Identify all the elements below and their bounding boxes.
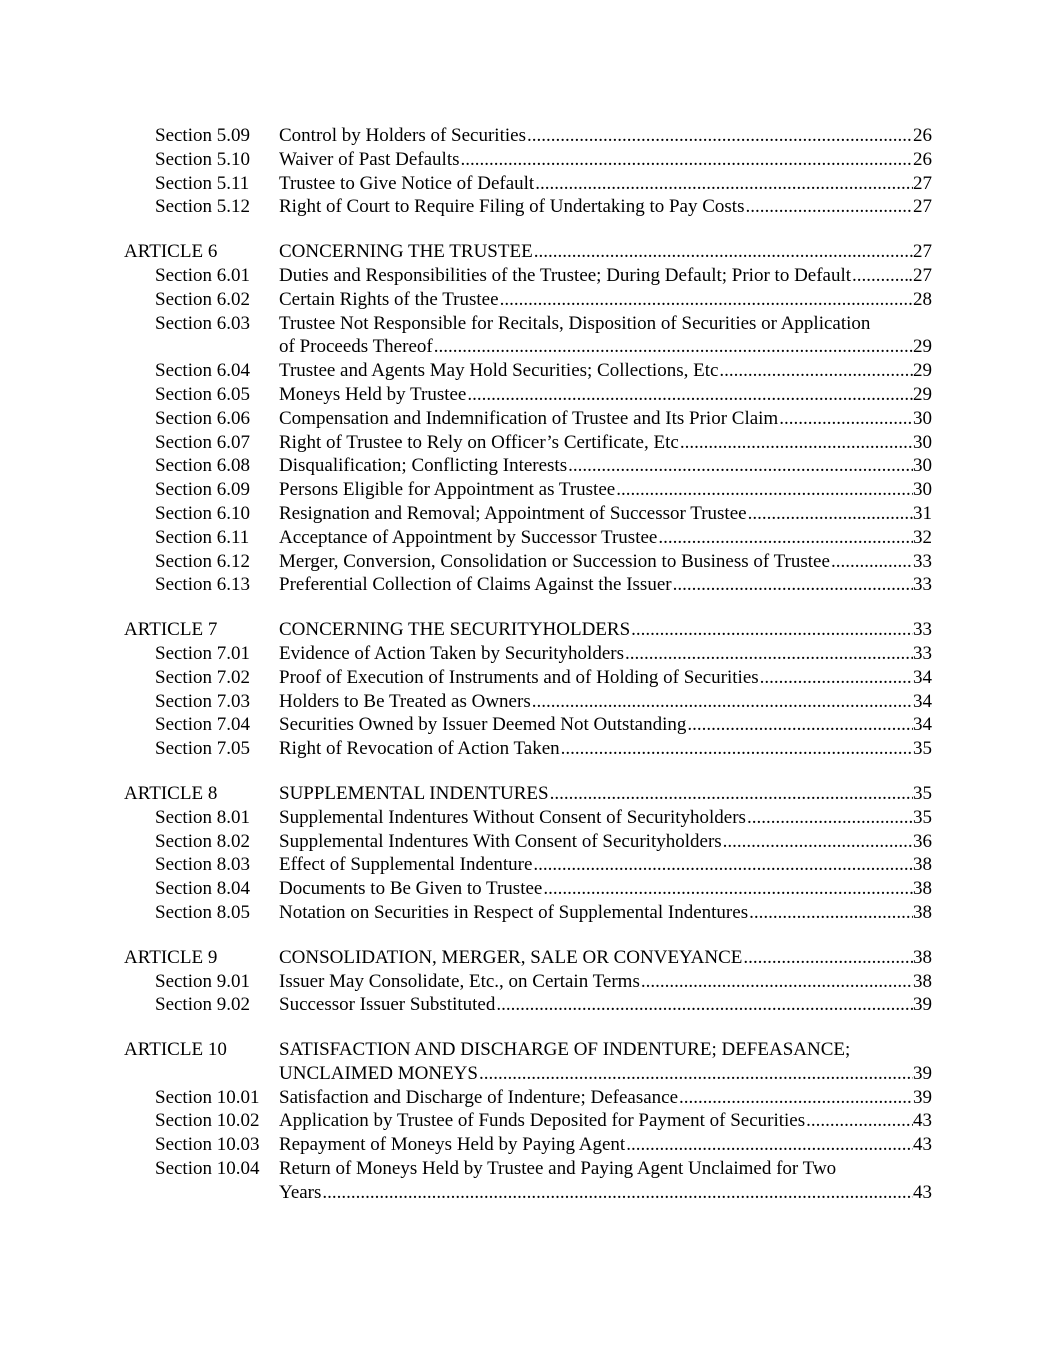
toc-page-number: 29 (913, 360, 932, 382)
toc-page-number: 39 (913, 994, 932, 1016)
toc-entry-label: Section 6.06 (155, 407, 250, 429)
dot-leader (744, 195, 913, 219)
toc-entry-title: CONCERNING THE TRUSTEE (279, 241, 533, 263)
dot-leader (830, 550, 913, 574)
toc-entry-label: Section 6.04 (155, 360, 250, 382)
toc-entry-title: Moneys Held by Trustee (279, 383, 467, 405)
toc-page-number: 30 (913, 455, 932, 477)
toc-page-number: 28 (913, 288, 932, 310)
toc-page-number: 38 (913, 878, 932, 900)
toc-section-entry[interactable] (124, 478, 932, 502)
toc-entry-title: Years (279, 1181, 322, 1203)
toc-section-entry[interactable] (124, 407, 932, 431)
dot-leader (630, 618, 913, 642)
toc-section-entry[interactable] (124, 970, 932, 994)
dot-leader (460, 148, 914, 172)
toc-entry-label: Section 7.02 (155, 666, 250, 688)
toc-entry-title: Successor Issuer Substituted (279, 994, 496, 1016)
toc-entry-label: Section 6.02 (155, 288, 250, 310)
toc-page-number: 39 (913, 1062, 932, 1084)
toc-page-number: 35 (913, 806, 932, 828)
toc-section-entry[interactable] (124, 806, 932, 830)
dot-leader (679, 431, 913, 455)
toc-entry-label: Section 6.07 (155, 431, 250, 453)
toc-entry-title: Notation on Securities in Respect of Supplemental Indentures (279, 901, 749, 923)
toc-entry-title: Securities Owned by Issuer Deemed Not Outstanding (279, 714, 687, 736)
dot-leader (625, 1133, 913, 1157)
toc-entry-title: Proof of Execution of Instruments and of Holding of Securities (279, 666, 759, 688)
toc-page-number: 43 (913, 1110, 932, 1132)
toc-section-entry[interactable] (124, 737, 932, 761)
toc-entry-label: ARTICLE 9 (124, 946, 218, 968)
dot-leader (531, 690, 913, 714)
toc-section-entry[interactable] (124, 1086, 932, 1110)
dot-leader (549, 782, 913, 806)
toc-section-entry[interactable] (124, 383, 932, 407)
toc-page-number: 38 (913, 946, 932, 968)
dot-leader (495, 993, 913, 1017)
dot-leader (478, 1062, 913, 1086)
toc-section-entry[interactable] (124, 1157, 932, 1181)
toc-entry-title: Waiver of Past Defaults (279, 148, 460, 170)
toc-section-entry[interactable] (124, 526, 932, 550)
toc-section-entry[interactable] (124, 454, 932, 478)
toc-entry-continuation[interactable] (124, 335, 932, 359)
dot-leader (542, 877, 913, 901)
toc-page-number: 35 (913, 738, 932, 760)
toc-section-entry[interactable] (124, 550, 932, 574)
toc-section-entry[interactable] (124, 901, 932, 925)
toc-entry-title: Right of Court to Require Filing of Undertaking to Pay Costs (279, 196, 745, 218)
toc-page-number: 43 (913, 1134, 932, 1156)
dot-leader (686, 713, 913, 737)
dot-leader (321, 1181, 913, 1205)
toc-page-number: 34 (913, 666, 932, 688)
dot-leader (805, 1109, 913, 1133)
toc-entry-label: Section 7.01 (155, 642, 250, 664)
toc-entry-label: Section 7.05 (155, 738, 250, 760)
toc-section-entry[interactable] (124, 690, 932, 714)
toc-page-number: 27 (913, 196, 932, 218)
toc-page-number: 27 (913, 172, 932, 194)
toc-page-number: 34 (913, 690, 932, 712)
dot-leader (499, 288, 913, 312)
toc-page-number: 38 (913, 901, 932, 923)
dot-leader (567, 454, 913, 478)
toc-section-entry[interactable] (124, 573, 932, 597)
toc-entry-label: Section 6.12 (155, 550, 250, 572)
toc-entry-title: CONCERNING THE SECURITYHOLDERS (279, 619, 631, 641)
toc-entry-label: Section 6.11 (155, 526, 250, 548)
toc-entry-title: Right of Trustee to Rely on Officer’s Certificate, Etc (279, 431, 679, 453)
toc-entry-label: ARTICLE 6 (124, 241, 218, 263)
toc-page-number: 38 (913, 970, 932, 992)
toc-section-entry[interactable] (124, 666, 932, 690)
toc-entry-label: Section 10.04 (155, 1158, 260, 1180)
toc-entry-title: Trustee and Agents May Hold Securities; Collections, Etc (279, 360, 719, 382)
toc-entry-label: Section 8.05 (155, 901, 250, 923)
dot-leader (534, 172, 913, 196)
toc-entry-title: Right of Revocation of Action Taken (279, 738, 560, 760)
toc-entry-title: of Proceeds Thereof (279, 336, 433, 358)
toc-entry-label: Section 7.04 (155, 714, 250, 736)
toc-entry-label: Section 8.03 (155, 854, 250, 876)
toc-entry-label: Section 10.03 (155, 1134, 260, 1156)
toc-entry-title: Control by Holders of Securities (279, 125, 526, 146)
dot-leader (718, 359, 913, 383)
toc-page-number: 33 (913, 642, 932, 664)
toc-entry-title: SATISFACTION AND DISCHARGE OF INDENTURE; DEFEASANCE; (279, 1039, 851, 1061)
dot-leader (615, 478, 913, 502)
toc-entry-title: Disqualification; Conflicting Interests (279, 455, 568, 477)
toc-section-entry[interactable] (124, 195, 932, 219)
toc-entry-title: Preferential Collection of Claims Against the Issuer (279, 574, 672, 596)
toc-section-entry[interactable] (124, 359, 932, 383)
toc-entry-label: ARTICLE 8 (124, 782, 218, 804)
toc-page-number: 33 (913, 550, 932, 572)
toc-entry-label: ARTICLE 7 (124, 619, 218, 641)
toc-entry-title: Repayment of Moneys Held by Paying Agent (279, 1134, 626, 1156)
toc-page-number: .27 (908, 264, 932, 286)
toc-page-number: 38 (913, 854, 932, 876)
toc-entry-label: ARTICLE 10 (124, 1039, 227, 1061)
dot-leader (560, 737, 913, 761)
toc-article-entry[interactable] (124, 782, 932, 806)
dot-leader (640, 970, 913, 994)
toc-entry-label: Section 5.09 (155, 125, 250, 146)
toc-article-entry[interactable] (124, 1038, 932, 1062)
toc-page-number: 26 (913, 148, 932, 170)
toc-page-number: 34 (913, 714, 932, 736)
toc-page-number: 36 (913, 830, 932, 852)
toc-entry-title: Trustee Not Responsible for Recitals, Disposition of Securities or Application (279, 312, 871, 334)
toc-spacer (124, 219, 932, 240)
toc-spacer (124, 761, 932, 782)
toc-section-entry[interactable] (124, 288, 932, 312)
dot-leader (742, 946, 913, 970)
toc-page-number: 29 (913, 383, 932, 405)
dot-leader (526, 124, 913, 148)
dot-leader (748, 901, 913, 925)
toc-section-entry[interactable] (124, 264, 932, 288)
toc-page-number: 35 (913, 782, 932, 804)
dot-leader (532, 853, 913, 877)
toc-entry-title: Duties and Responsibilities of the Trustee; During Default; Prior to Default (279, 264, 852, 286)
toc-section-entry[interactable] (124, 877, 932, 901)
toc-page-number: 43 (913, 1181, 932, 1203)
toc-page-number: 30 (913, 431, 932, 453)
toc-entry-label: Section 6.03 (155, 312, 250, 334)
toc-entry-label: Section 6.10 (155, 502, 250, 524)
toc-entry-title: Application by Trustee of Funds Deposited for Payment of Securities (279, 1110, 806, 1132)
toc-entry-label: Section 6.05 (155, 383, 250, 405)
toc-entry-title: CONSOLIDATION, MERGER, SALE OR CONVEYANCE (279, 946, 743, 968)
toc-entry-title: Documents to Be Given to Trustee (279, 878, 543, 900)
toc-entry-title: Supplemental Indentures Without Consent of Securityholders (279, 806, 746, 828)
dot-leader (624, 642, 913, 666)
toc-entry-title: Evidence of Action Taken by Securityholders (279, 642, 624, 664)
toc-section-entry[interactable] (124, 1109, 932, 1133)
toc-entry-title: Compensation and Indemnification of Trustee and Its Prior Claim (279, 407, 779, 429)
toc-entry-title: Resignation and Removal; Appointment of Successor Trustee (279, 502, 747, 524)
toc-entry-title: Return of Moneys Held by Trustee and Paying Agent Unclaimed for Two (279, 1158, 837, 1180)
toc-section-entry[interactable] (124, 993, 932, 1017)
toc-section-entry[interactable] (124, 713, 932, 737)
toc-entry-title: SUPPLEMENTAL INDENTURES (279, 782, 549, 804)
toc-entry-title: Trustee to Give Notice of Default (279, 172, 535, 194)
dot-leader (672, 573, 913, 597)
toc-section-entry[interactable] (124, 502, 932, 526)
toc-entry-continuation[interactable] (124, 1181, 932, 1205)
toc-entry-label: Section 6.09 (155, 479, 250, 501)
dot-leader (778, 407, 913, 431)
toc-entry-title: Persons Eligible for Appointment as Trustee (279, 479, 616, 501)
dot-leader (433, 335, 913, 359)
toc-entry-title: Merger, Conversion, Consolidation or Succession to Business of Trustee (279, 550, 830, 572)
toc-section-entry[interactable] (124, 312, 932, 336)
toc-page-number: 33 (913, 619, 932, 641)
toc-entry-title: Acceptance of Appointment by Successor Trustee (279, 526, 658, 548)
toc-entry-title: Holders to Be Treated as Owners (279, 690, 531, 712)
toc-spacer (124, 1017, 932, 1038)
toc-entry-label: Section 8.04 (155, 878, 250, 900)
toc-page-number: 30 (913, 407, 932, 429)
toc-page-number: 33 (913, 574, 932, 596)
dot-leader (678, 1086, 913, 1110)
toc-page-number: 29 (913, 336, 932, 358)
toc-section-entry[interactable] (124, 172, 932, 196)
toc-spacer (124, 925, 932, 946)
dot-leader (851, 264, 908, 288)
toc-entry-continuation[interactable] (124, 1062, 932, 1086)
toc-entry-label: Section 5.12 (155, 196, 250, 218)
toc-entry-title: Supplemental Indentures With Consent of Securityholders (279, 830, 722, 852)
toc-entry-title: UNCLAIMED MONEYS (279, 1062, 478, 1084)
toc-entry-title: Issuer May Consolidate, Etc., on Certain Terms (279, 970, 640, 992)
toc-article-entry[interactable] (124, 240, 932, 264)
toc-entry-label: Section 9.02 (155, 994, 250, 1016)
toc-entry-title: Effect of Supplemental Indenture (279, 854, 533, 876)
toc-entry-label: Section 10.02 (155, 1110, 260, 1132)
toc-article-entry[interactable] (124, 946, 932, 970)
toc-section-entry[interactable] (124, 1133, 932, 1157)
toc-page-number: 26 (913, 125, 932, 146)
dot-leader (722, 830, 913, 854)
toc-entry-label: Section 5.11 (155, 172, 250, 194)
toc-entry-label: Section 6.08 (155, 455, 250, 477)
table-of-contents (124, 124, 932, 1205)
dot-leader (533, 240, 913, 264)
toc-section-entry[interactable] (124, 148, 932, 172)
toc-page-number: 27 (913, 241, 932, 263)
toc-entry-title: Satisfaction and Discharge of Indenture; Defeasance (279, 1086, 679, 1108)
toc-entry-label: Section 8.02 (155, 830, 250, 852)
dot-leader (466, 383, 913, 407)
toc-entry-label: Section 9.01 (155, 970, 250, 992)
dot-leader (657, 526, 913, 550)
toc-entry-title: Certain Rights of the Trustee (279, 288, 499, 310)
toc-article-entry[interactable] (124, 618, 932, 642)
toc-page-number: 30 (913, 479, 932, 501)
toc-entry-label: Section 10.01 (155, 1086, 260, 1108)
toc-page-number: 39 (913, 1086, 932, 1108)
toc-section-entry[interactable] (124, 830, 932, 854)
toc-section-entry[interactable] (124, 642, 932, 666)
toc-entry-label: Section 6.01 (155, 264, 250, 286)
toc-page-number: 31 (913, 502, 932, 524)
toc-entry-label: Section 8.01 (155, 806, 250, 828)
toc-section-entry[interactable] (124, 431, 932, 455)
toc-section-entry[interactable] (124, 124, 932, 148)
toc-entry-label: Section 7.03 (155, 690, 250, 712)
dot-leader (759, 666, 913, 690)
toc-page-number: 32 (913, 526, 932, 548)
toc-spacer (124, 597, 932, 618)
toc-entry-label: Section 6.13 (155, 574, 250, 596)
toc-section-entry[interactable] (124, 853, 932, 877)
dot-leader (747, 502, 913, 526)
dot-leader (746, 806, 913, 830)
toc-entry-label: Section 5.10 (155, 148, 250, 170)
